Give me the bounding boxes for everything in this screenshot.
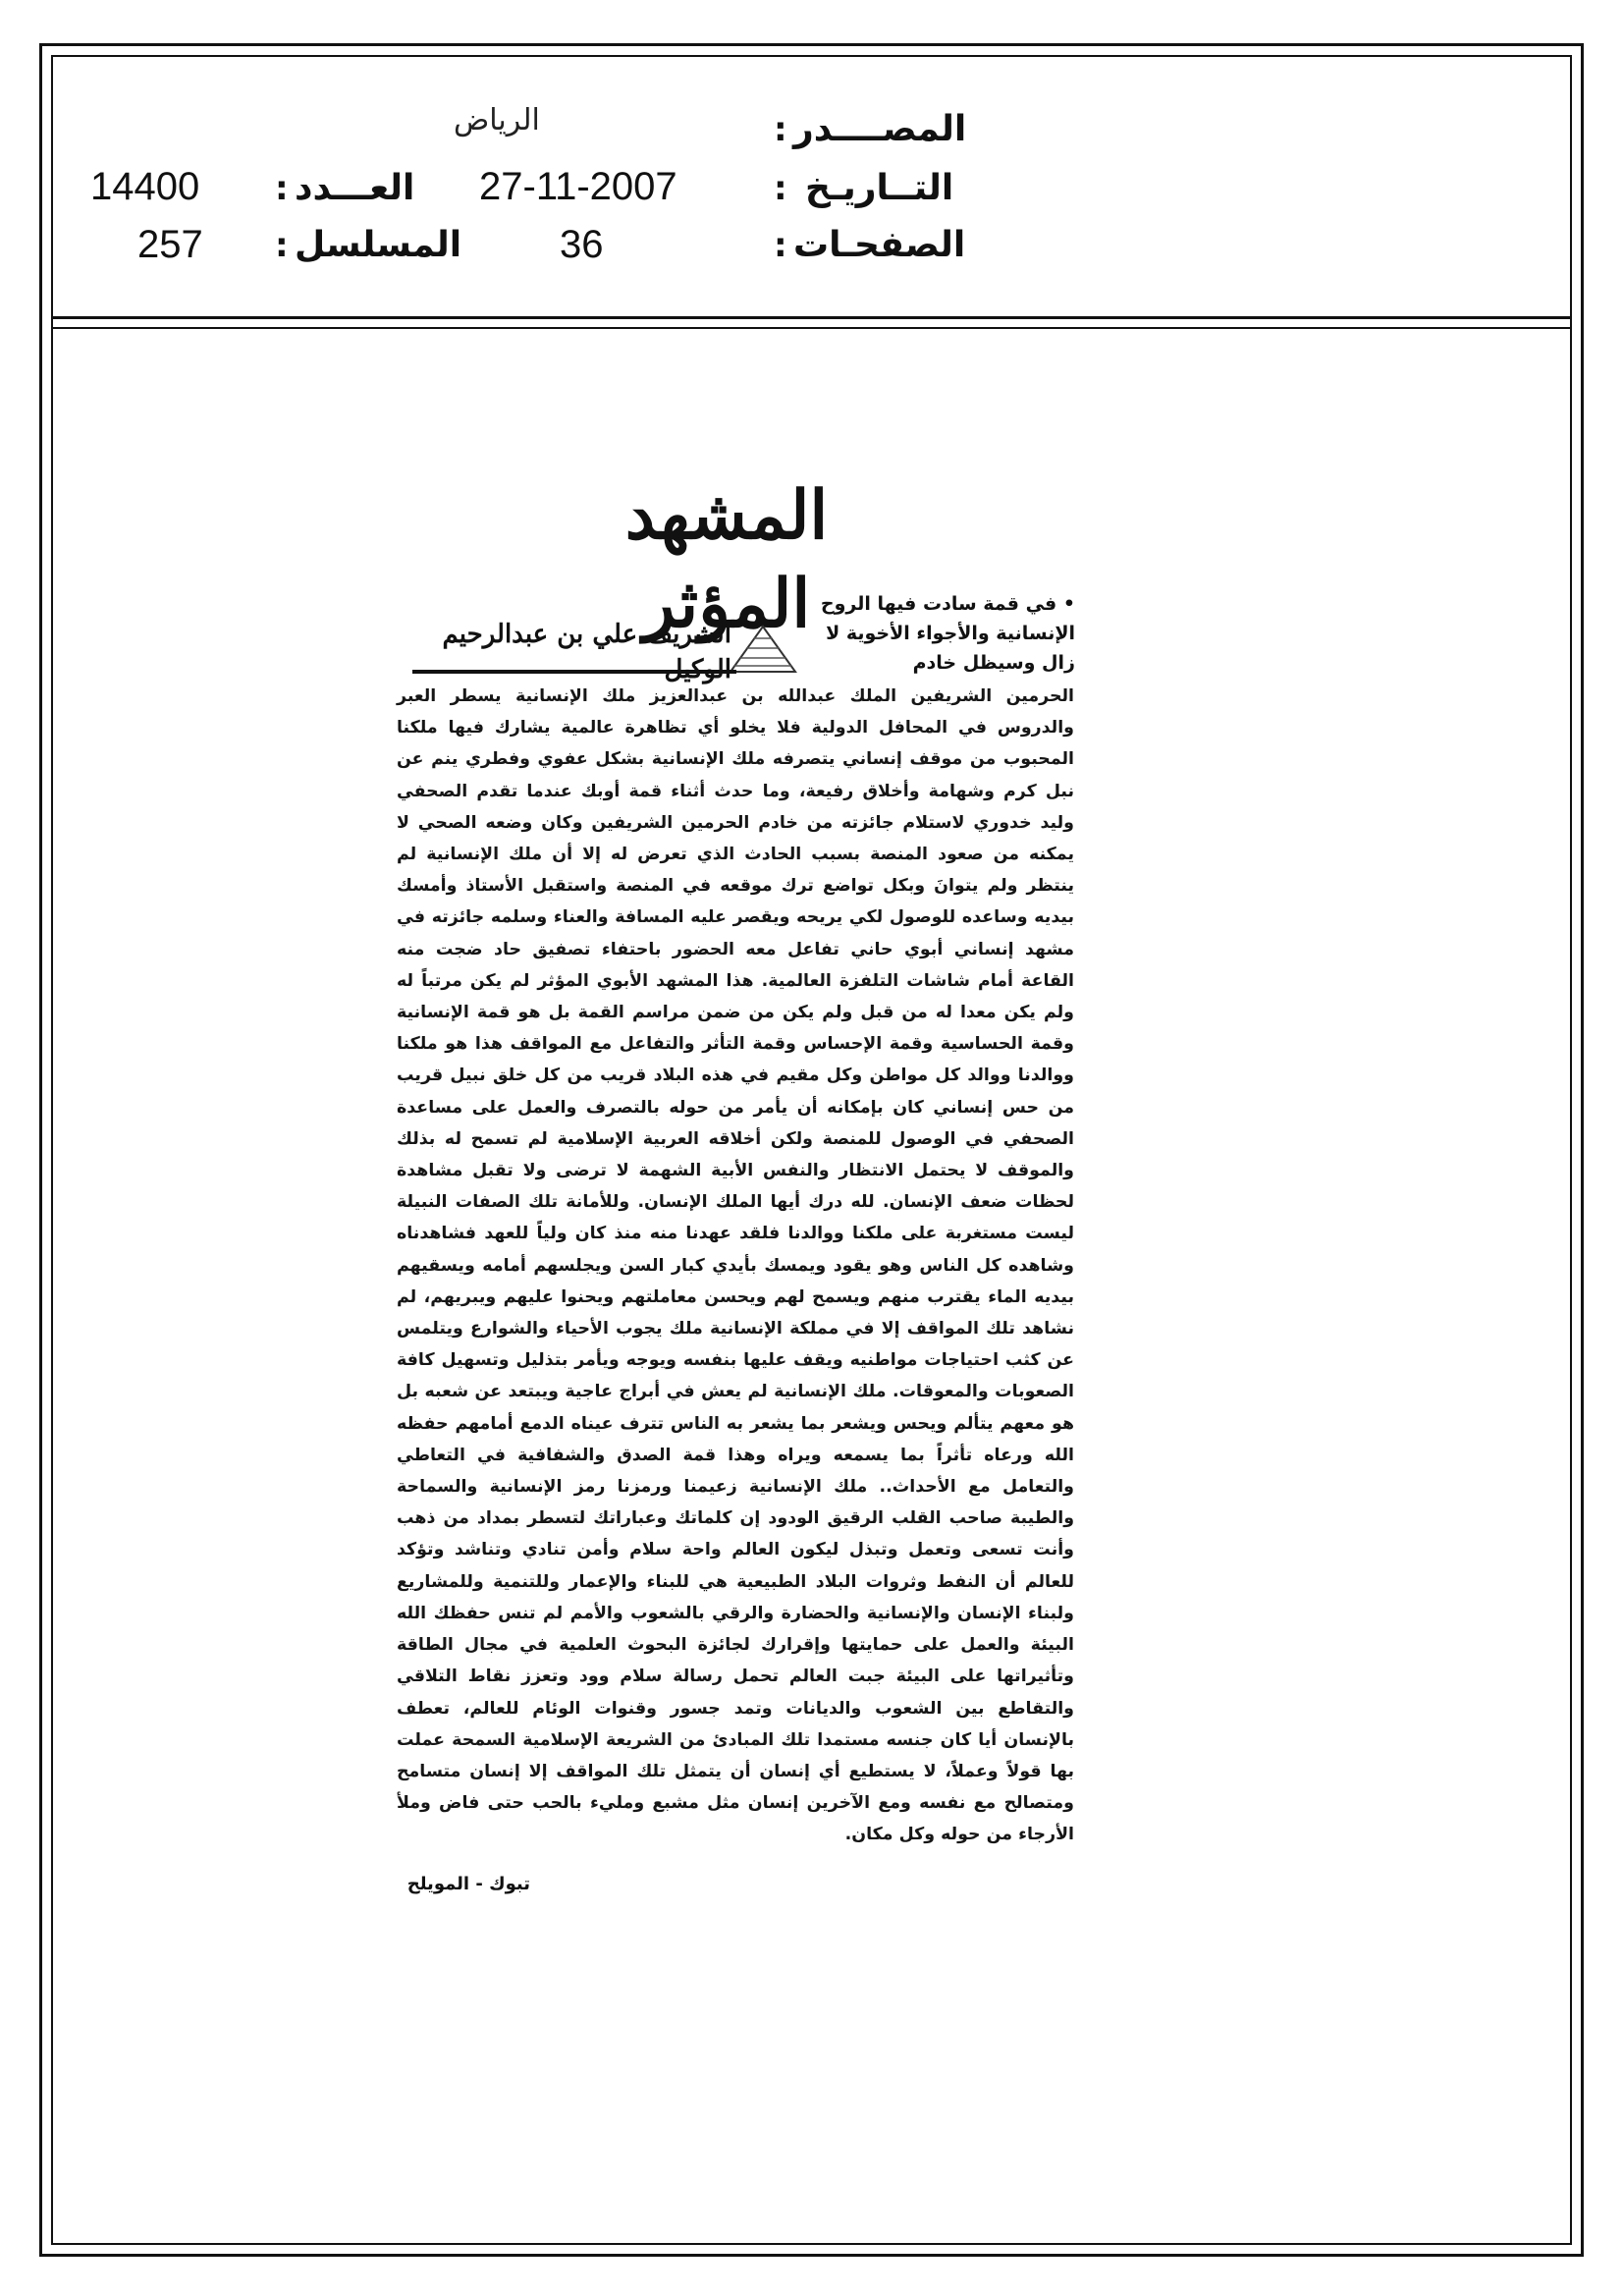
article-place: تبوك - المويلح — [406, 1874, 530, 1894]
date-colon: : — [774, 169, 787, 208]
issue-label: العـــدد — [295, 168, 415, 208]
serial-value: 257 — [137, 223, 203, 266]
source-value: الرياض — [454, 103, 540, 137]
article-headline: المشهد المؤثر — [624, 476, 829, 643]
issue-colon: : — [275, 169, 289, 208]
date-value: 27-11-2007 — [479, 165, 677, 208]
header-divider — [51, 316, 1572, 319]
byline-rule — [412, 670, 736, 674]
issue-value: 14400 — [90, 165, 200, 208]
source-colon: : — [774, 110, 787, 149]
pyramid-icon — [729, 625, 797, 674]
date-label: التــاريـخ — [805, 168, 954, 208]
article-intro: • في قمة سادت فيها الروح الإنسانية والأجواء الأخوية لا زال وسيظل خادم — [820, 593, 1075, 674]
serial-colon: : — [275, 226, 289, 265]
article-byline: الشريف علي بن عبدالرحيم الوكيل — [442, 620, 731, 684]
pages-label: الصفحـات — [793, 225, 966, 265]
pages-colon: : — [774, 226, 787, 265]
header-divider-inner — [51, 327, 1572, 329]
pages-value: 36 — [560, 223, 604, 266]
article-body: الحرمين الشريفين الملك عبدالله بن عبدالعزيز ملك الإنسانية يسطر العبر والدروس في المحافل الدولية فلا يخلو أي تظاهرة عالمية يشارك فيها ملكنا المحبوب من موقف إنساني يتصرفه ملك الإنسانية بشكل عفوي وفطري ينم عن نبل كرم وشهامة وأخلاق رفيعة، وما حدث أثناء قمة أوبك عندما تقدم الصحفي وليد خدوري لاستلام جائزته من خادم الحرمين الشريفين وكان وضعه الصحي لا يمكنه من صعود المنصة بسبب الحادث الذي تعرض له إلا أن ملك الإنسانية لم ينتظر ولم يتوانَ وبكل تواضع ترك موقعه في المنصة واستقبل الأستاذ وأمسك بيديه وساعده للوصول لكي يريحه ويقصر عليه المسافة والعناء وسلمه جائزته في مشهد إنساني أبوي حاني تفاعل معه الحضور باحتفاء تصفيق حاد ضجت منه القاعة أمام شاشات التلفزة العالمية. هذا المشهد الأبوي المؤثر لم يكن مرتباً له ولم يكن معدا له من قبل ولم يكن من ضمن مراسم القمة بل هو قمة الإنسانية وقمة الحساسية وقمة الإحساس وقمة التأثر والتفاعل مع المواقف هذا هو ملكنا ووالدنا ووالد كل مواطن وكل مقيم في هذه البلاد قريب من كل خلق نبيل قريب من حس إنساني كان بإمكانه أن يأمر من حوله بالتصرف والعمل على مساعدة الصحفي في الوصول للمنصة ولكن أخلاقه العربية الإسلامية لم تسمح له بذلك والموقف لا يحتمل الانتظار والنفس الأبية الشهمة لا ترضى ولا تقبل مشاهدة لحظات ضعف الإنسان. لله درك أيها الملك الإنسان. وللأمانة تلك الصفات النبيلة ليست مستغربة على ملكنا ووالدنا فلقد عهدنا منه منذ كان ولياً للعهد فشاهدناه وشاهده كل الناس وهو يقود ويمسك بأيدي كبار السن ويجلسهم أمامه ويسقيهم بيديه الماء يقترب منهم ويسمح لهم ويحسن معاملتهم ويحنوا عليهم ويبريهم، لم نشاهد تلك المواقف إلا في مملكة الإنسانية ملك يجوب الأحياء والشوارع ويتلمس عن كثب احتياجات مواطنيه ويقف عليها بنفسه ويوجه ويأمر بتذليل وتسهيل كافة الصعوبات والمعوقات. ملك الإنسانية لم يعش في أبراج عاجية ويبتعد عن شعبه بل هو معهم يتألم ويحس ويشعر بما يشعر به الناس تترف عيناه الدمع أمامهم حفظه الله ورعاه تأثراً بما يسمعه ويراه وهذا قمة الصدق والشفافية في التعاطي والتعامل مع الأحداث.. ملك الإنسانية زعيمنا ورمزنا رمز الإنسانية والسماحة والطيبة صاحب القلب الرقيق الودود إن كلماتك وعباراتك لتسطر بمداد من ذهب وأنت تسعى وتعمل وتبذل ليكون العالم واحة سلام وأمن تنادي وتناشد وتؤكد للعالم أن النفط وثروات البلاد الطبيعية هي للبناء والإعمار وللتنمية وللمشاريع ولبناء الإنسان والإنسانية والحضارة والرقي بالشعوب والأمم لم تنس حفظك الله البيئة والعمل على حمايتها وإقرارك لجائزة البحوث العلمية في مجال الطاقة وتأثيراتها على البيئة جبت العالم تحمل رسالة سلام وود وتعزز نقاط التلاقي والتقاطع بين الشعوب والديانات وتمد جسور وقنوات الوئام للعالم، تعطف بالإنسان أيا كان جنسه مستمدا تلك المبادئ من الشريعة الإسلامية السمحة عملت بها قولاً وعملاً، لا يستطيع أي إنسان أن يتمثل تلك المواقف إلا إنسان متسامح ومتصالح مع نفسه ومع الآخرين إنسان مثل مشبع ومليء بالحب حتى فاض وملأ الأرجاء من حوله وكل مكان. — [397, 686, 1074, 1845]
source-label: المصــــدر — [793, 109, 967, 149]
serial-label: المسلسل — [295, 225, 462, 265]
